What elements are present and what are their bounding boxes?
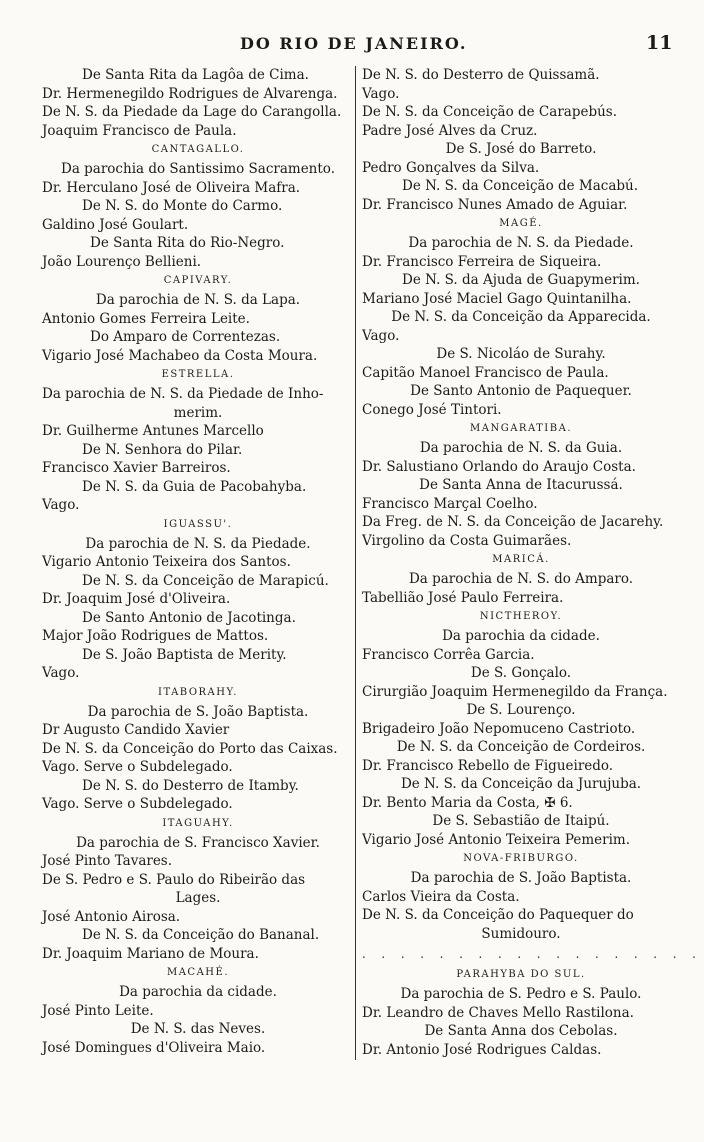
text-line: De N. S. do Desterro de Quissamã.	[362, 67, 600, 83]
text-line: Dr. Salustiano Orlando do Araujo Costa.	[362, 458, 636, 475]
text-line: Do Amparo de Correntezas.	[90, 329, 281, 345]
text-line: José Domingues d'Oliveira Maio.	[42, 1039, 266, 1056]
text-line: Brigadeiro João Nepomuceno Castrioto.	[362, 720, 636, 737]
text-line: Joaquim Francisco de Paula.	[42, 122, 237, 139]
text-line: Da parochia de N. S. do Amparo.	[408, 571, 634, 587]
text-line: Dr. Bento Maria da Costa, ✠ 6.	[362, 794, 573, 811]
text-line: De N. S. da Ajuda de Guapymerim.	[402, 272, 640, 288]
section-heading: IGUASSU'.	[163, 518, 233, 530]
dotted-separator: . . . . . . . . . . . . . . . . . .	[362, 947, 702, 961]
text-line: De S. Nicoláo de Surahy.	[436, 346, 606, 362]
text-line: Dr. Joaquim Mariano de Moura.	[42, 945, 259, 962]
text-line: Vago.	[362, 327, 400, 344]
text-line: De N. S. da Conceição de Carapebús.	[362, 104, 618, 120]
section-heading: NOVA-FRIBURGO.	[463, 853, 579, 864]
text-line: Carlos Vieira da Costa.	[362, 888, 520, 905]
text-line: Da parochia de N. S. da Piedade.	[85, 535, 311, 552]
text-line: Da parochia de N. S. da Piedade de Inho-	[42, 386, 324, 402]
text-line: Dr. Herculano José de Oliveira Mafra.	[42, 179, 301, 196]
text-line: Da parochia do Santissimo Sacramento.	[61, 161, 335, 177]
text-line: Virgolino da Costa Guimarães.	[362, 532, 572, 549]
section-heading: ITAGUAHY.	[162, 817, 234, 829]
text-line: De N. S. da Conceição do Bananal.	[82, 927, 320, 943]
text-line: Cirurgião Joaquim Hermenegildo da França.	[362, 683, 668, 700]
text-line: Da parochia da cidade.	[442, 628, 600, 644]
text-line: Vigario José Antonio Teixeira Pemerim.	[362, 831, 630, 848]
section-heading: PARAHYBA DO SUL.	[456, 969, 586, 980]
text-line: De N. S. da Conceição do Porto das Caixas.	[42, 740, 338, 757]
text-line: José Pinto Tavares.	[42, 853, 173, 869]
text-line: De S. José do Barreto.	[445, 141, 597, 157]
text-line: De N. S. das Neves.	[130, 1021, 266, 1037]
text-line: Da parochia de N. S. da Guia.	[419, 440, 623, 456]
text-line: Da parochia de S. João Baptista.	[410, 870, 632, 886]
text-line: Da parochia da cidade.	[119, 984, 277, 1000]
text-line: Francisco Xavier Barreiros.	[42, 460, 231, 476]
text-line: Vigario José Machabeo da Costa Moura.	[42, 347, 318, 364]
page-number: 11	[646, 32, 673, 54]
text-line: José Antonio Airosa.	[42, 908, 181, 925]
text-line: Vago.	[42, 497, 80, 513]
text-line: João Lourenço Bellieni.	[42, 253, 202, 270]
section-heading: MARICÁ.	[492, 554, 550, 565]
text-line: Padre José Alves da Cruz.	[362, 122, 538, 139]
text-line: De Santa Rita da Lagôa de Cima.	[82, 67, 309, 83]
text-line: Tabellião José Paulo Ferreira.	[362, 589, 564, 606]
text-line: De S. Sebastião de Itaipú.	[432, 813, 610, 829]
text-line: Dr. Francisco Rebello de Figueiredo.	[362, 757, 614, 774]
column-divider	[355, 66, 356, 1060]
text-line: De S. João Baptista de Merity.	[82, 646, 287, 663]
section-heading: CAPIVARY.	[163, 275, 233, 286]
text-line: Pedro Gonçalves da Silva.	[362, 159, 540, 176]
text-line: Dr. Joaquim José d'Oliveira.	[42, 591, 231, 607]
text-line: Vago. Serve o Subdelegado.	[42, 759, 233, 775]
text-line: De Santo Antonio de Paquequer.	[410, 383, 632, 399]
text-line: Dr. Antonio José Rodrigues Caldas.	[362, 1041, 602, 1058]
section-heading: ITABORAHY.	[158, 686, 238, 698]
text-line: Dr. Francisco Ferreira de Siqueira.	[362, 253, 602, 270]
text-line: Mariano José Maciel Gago Quintanilha.	[362, 290, 632, 307]
text-line: Dr Augusto Candido Xavier	[42, 722, 230, 738]
text-line: De Santo Antonio de Jacotinga.	[82, 609, 296, 626]
text-line: Vago.	[362, 85, 400, 102]
text-line: Capitão Manoel Francisco de Paula.	[362, 364, 609, 381]
text-line: Da Freg. de N. S. da Conceição de Jacarehy.	[362, 514, 664, 530]
section-heading: MACAHÉ.	[166, 967, 230, 978]
text-line: Dr. Leandro de Chaves Mello Rastilona.	[362, 1004, 634, 1021]
text-line: Major João Rodrigues de Mattos.	[42, 628, 269, 644]
text-line: De N. S. da Conceição de Cordeiros.	[396, 739, 646, 755]
text-line: De N. Senhora do Pilar.	[82, 441, 243, 458]
text-line: Da parochia de S. Francisco Xavier.	[76, 834, 320, 851]
section-heading: NICTHEROY.	[479, 611, 563, 622]
text-line: Dr. Francisco Nunes Amado de Aguiar.	[362, 196, 628, 213]
text-line: Sumidouro.	[481, 925, 561, 942]
text-line: Dr. Hermenegildo Rodrigues de Alvarenga.	[42, 85, 338, 102]
text-line: Dr. Guilherme Antunes Marcello	[42, 423, 264, 439]
text-line: De N. S. da Piedade da Lage do Carangolla.	[42, 104, 342, 120]
text-line: De S. Pedro e S. Paulo do Ribeirão das	[42, 871, 306, 888]
text-line: De N. S. da Conceição da Apparecida.	[391, 309, 651, 325]
text-line: De N. S. da Conceição de Marapicú.	[82, 572, 329, 589]
text-line: Antonio Gomes Ferreira Leite.	[42, 310, 250, 327]
text-line: Vago. Serve o Subdelegado.	[42, 796, 233, 812]
text-line: Da parochia de N. S. da Piedade.	[408, 235, 634, 251]
text-line: José Pinto Leite.	[42, 1002, 154, 1019]
section-heading: CANTAGALLO.	[151, 144, 245, 155]
text-line: Conego José Tintori.	[362, 401, 502, 418]
section-heading: MAGÉ.	[499, 218, 543, 229]
text-line: Vago.	[42, 665, 80, 681]
text-line: merim.	[173, 404, 223, 421]
text-line: Galdino José Goulart.	[42, 216, 189, 233]
text-line: Da parochia de N. S. da Lapa.	[95, 292, 301, 308]
text-line: De Santa Anna dos Cebolas.	[424, 1023, 618, 1039]
text-line: De N. S. da Conceição da Jurujuba.	[400, 776, 642, 792]
left-column	[42, 66, 354, 1057]
text-line: Da parochia de S. Pedro e S. Paulo.	[400, 986, 642, 1002]
section-heading: ESTRELLA.	[161, 369, 235, 380]
text-line: De N. S. da Guia de Pacobahyba.	[82, 478, 307, 495]
text-line: De N. S. do Desterro de Itamby.	[82, 777, 299, 794]
text-line: De S. Lourenço.	[466, 702, 576, 718]
text-line: De Santa Rita do Rio-Negro.	[90, 235, 285, 251]
text-line: Francisco Corrêa Garcia.	[362, 646, 535, 663]
text-line: Da parochia de S. João Baptista.	[87, 703, 309, 720]
right-column	[362, 66, 702, 1059]
text-line: Lages.	[175, 890, 221, 906]
page-header-title: DO RIO DE JANEIRO.	[240, 34, 468, 53]
text-line: Francisco Marçal Coelho.	[362, 495, 538, 512]
section-heading: MANGARATIBA.	[470, 423, 572, 434]
text-line: De S. Gonçalo.	[470, 665, 572, 681]
text-line: De N. S. da Conceição de Macabú.	[402, 178, 639, 194]
text-line: De N. S. da Conceição do Paquequer do	[362, 907, 634, 923]
text-line: De N. S. do Monte do Carmo.	[82, 198, 283, 214]
text-line: Vigario Antonio Teixeira dos Santos.	[42, 554, 291, 570]
text-line: De Santa Anna de Itacurussá.	[419, 477, 623, 493]
